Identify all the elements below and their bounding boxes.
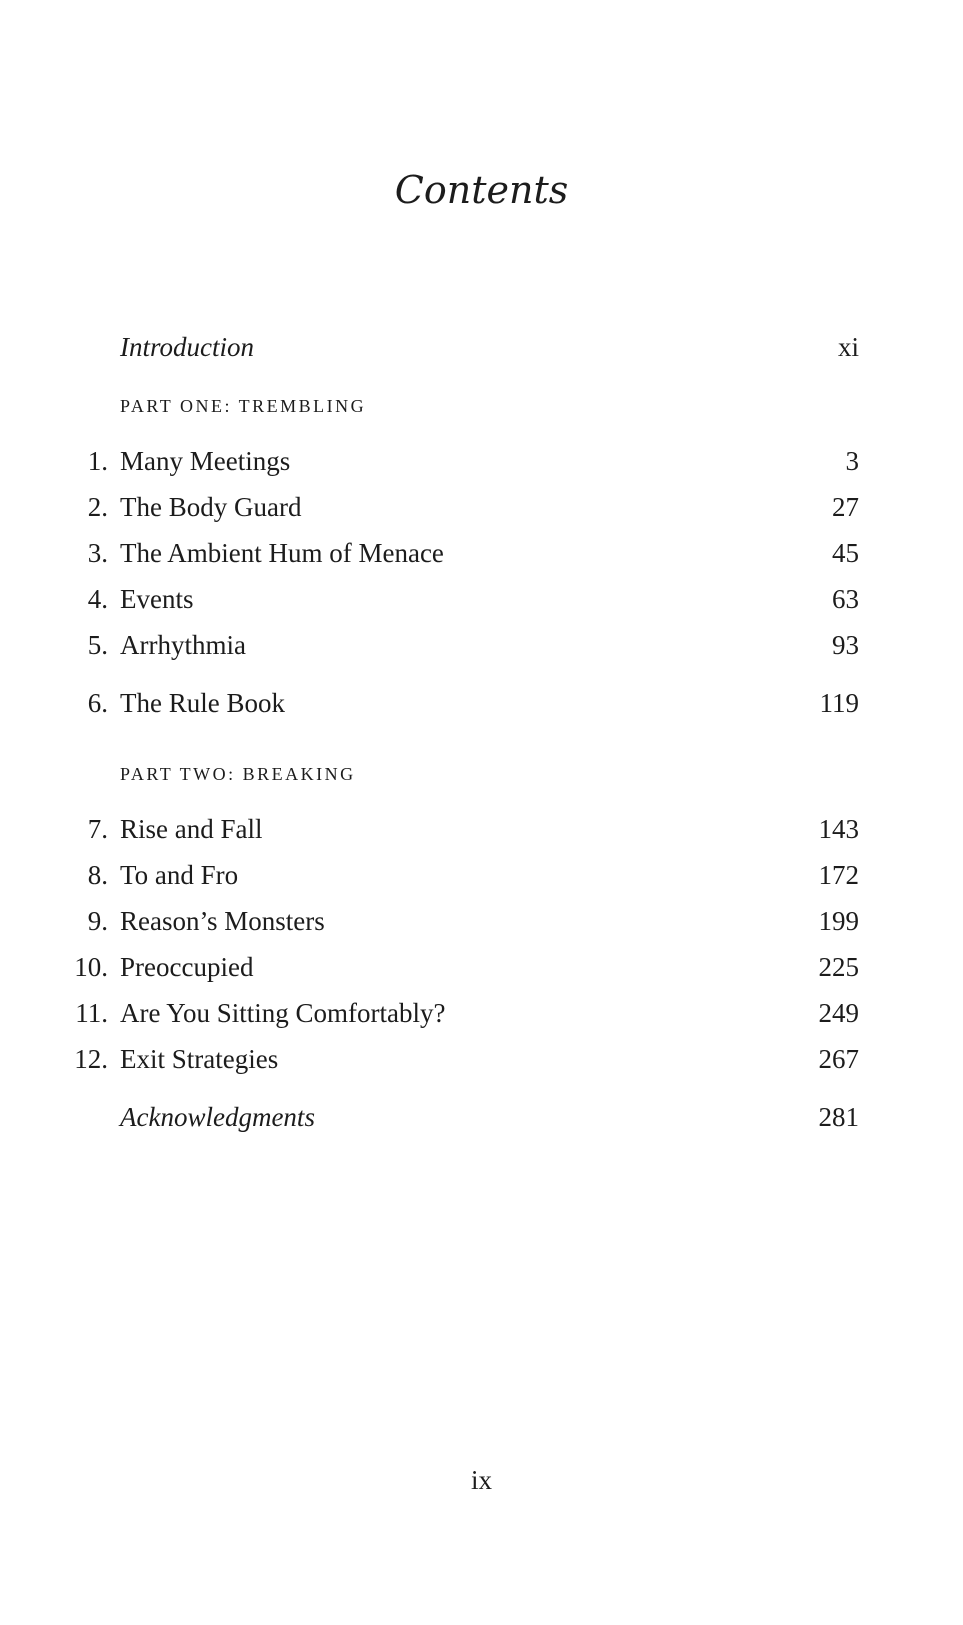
chapter-page: 199	[818, 906, 859, 936]
chapter-number: 4.	[87, 584, 108, 614]
chapter-page: 267	[818, 1044, 859, 1074]
chapter-number: 2.	[87, 492, 108, 522]
entry-title: Introduction	[120, 332, 254, 362]
chapter-page: 93	[832, 630, 859, 660]
toc-entry-chapter	[0, 996, 963, 1030]
toc-entry-chapter	[0, 582, 963, 616]
chapter-page: 172	[818, 860, 859, 890]
chapter-number: 12.	[74, 1044, 108, 1074]
page-title: Contents	[394, 168, 569, 212]
toc-entry-chapter	[0, 858, 963, 892]
chapter-number: 8.	[87, 860, 108, 890]
chapter-page: 249	[818, 998, 859, 1028]
toc-entry-introduction	[0, 330, 963, 364]
toc-entry-chapter	[0, 950, 963, 984]
chapter-page: 27	[832, 492, 859, 522]
chapter-title: Rise and Fall	[120, 814, 263, 844]
chapter-page: 225	[818, 952, 859, 982]
entry-page: 281	[818, 1102, 859, 1132]
toc-entry-chapter	[0, 536, 963, 570]
chapter-number: 9.	[87, 906, 108, 936]
toc-entry-acknowledgments	[0, 1100, 963, 1134]
entry-title: Acknowledgments	[120, 1102, 315, 1132]
chapter-page: 143	[818, 814, 859, 844]
toc-entry-chapter	[0, 444, 963, 478]
chapter-title: The Body Guard	[120, 492, 302, 522]
part-one-heading: PART ONE: TREMBLING	[120, 396, 367, 416]
chapter-title: Events	[120, 584, 194, 614]
chapter-title: Preoccupied	[120, 952, 254, 982]
toc-entry-chapter	[0, 628, 963, 662]
chapter-title: The Rule Book	[120, 688, 285, 718]
toc-entry-chapter	[0, 490, 963, 524]
chapter-title: Are You Sitting Comfortably?	[120, 998, 446, 1028]
chapter-title: Reason’s Monsters	[120, 906, 325, 936]
chapter-page: 119	[819, 688, 859, 718]
page-number: ix	[470, 1465, 492, 1495]
toc-entry-chapter	[0, 904, 963, 938]
part-two-heading: PART TWO: BREAKING	[120, 764, 356, 784]
chapter-page: 45	[832, 538, 859, 568]
chapter-number: 5.	[87, 630, 108, 660]
chapter-number: 7.	[87, 814, 108, 844]
chapter-number: 1.	[87, 446, 108, 476]
toc-entry-chapter	[0, 686, 963, 720]
chapter-title: To and Fro	[120, 860, 239, 890]
toc-entry-chapter	[0, 1042, 963, 1076]
entry-page: xi	[837, 332, 859, 362]
chapter-page: 3	[845, 446, 859, 476]
chapter-title: Arrhythmia	[120, 630, 246, 660]
chapter-number: 3.	[87, 538, 108, 568]
chapter-number: 6.	[87, 688, 108, 718]
chapter-title: The Ambient Hum of Menace	[120, 538, 444, 568]
chapter-number: 11.	[75, 998, 108, 1028]
toc-entry-chapter	[0, 812, 963, 846]
chapter-title: Many Meetings	[120, 446, 291, 476]
chapter-number: 10.	[74, 952, 108, 982]
chapter-title: Exit Strategies	[120, 1044, 279, 1074]
chapter-page: 63	[832, 584, 859, 614]
